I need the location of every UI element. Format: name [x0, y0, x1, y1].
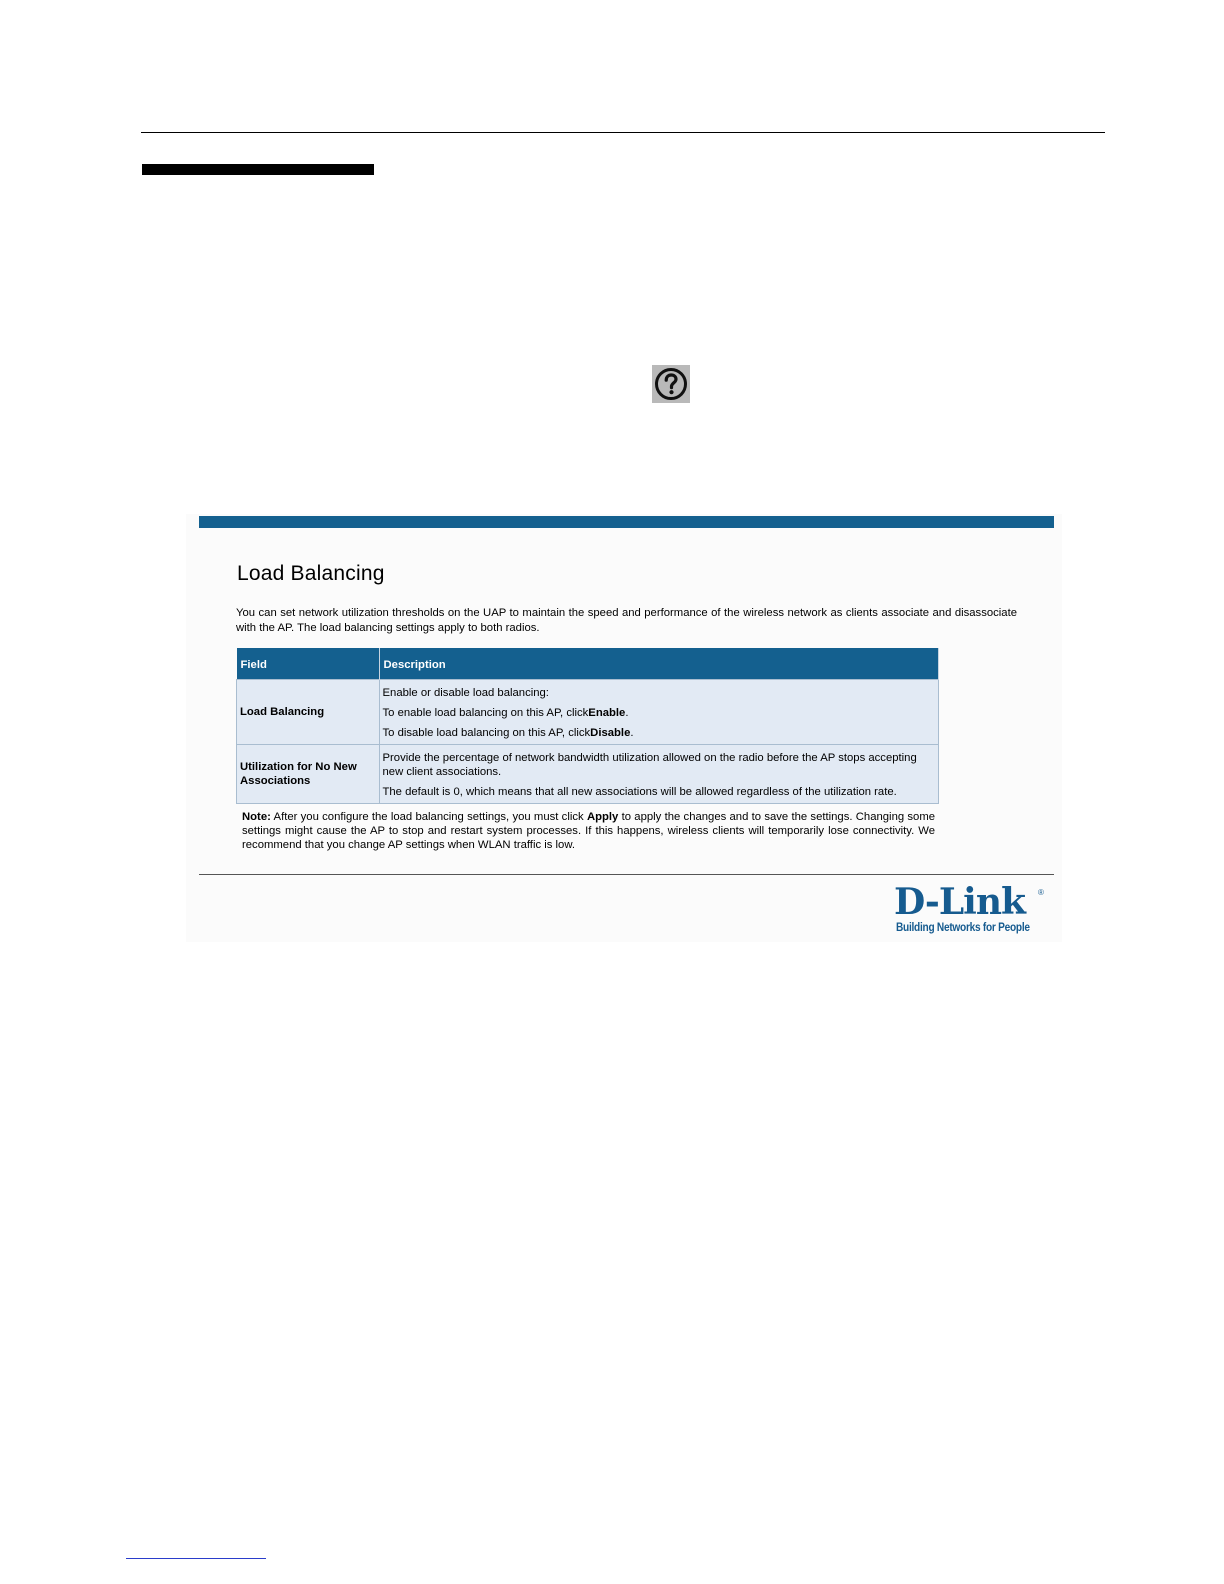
footer-link-underline[interactable]: [126, 1558, 266, 1559]
description-line: To enable load balancing on this AP, clickEnable.: [382, 707, 629, 719]
registered-mark: ®: [1038, 888, 1044, 897]
section-heading-bar: [142, 164, 374, 175]
description-cell: [379, 680, 939, 745]
field-description-table: [236, 648, 939, 804]
description-line: Enable or disable load balancing:: [382, 687, 549, 699]
description-line: The default is 0, which means that all new associations will be allowed regardless of the utilization rate.: [382, 786, 897, 798]
logo-tagline: Building Networks for People: [896, 922, 1030, 934]
column-header-description: Description: [379, 648, 939, 680]
screenshot-header-bar: [199, 516, 1054, 528]
field-cell: [237, 745, 380, 804]
page-top-rule: [141, 132, 1105, 133]
field-name: Load Balancing: [240, 706, 325, 718]
page-title: Load Balancing: [237, 562, 385, 585]
intro-text: You can set network utilization thresholds on the UAP to maintain the speed and performance of the wireless network as clients associate and disassociate with the AP. The load balancing settings apply to both radios.: [236, 607, 1017, 634]
description-cell: [379, 745, 939, 804]
table-header-row: [237, 648, 939, 680]
field-name: Utilization for No New Associations: [240, 761, 357, 787]
description-line: To disable load balancing on this AP, clickDisable.: [382, 727, 634, 739]
help-button[interactable]: [652, 365, 690, 403]
column-header-field: Field: [237, 648, 380, 680]
description-line: Provide the percentage of network bandwidth utilization allowed on the radio before the AP stops accepting new client associations.: [382, 752, 917, 778]
field-cell: [237, 680, 380, 745]
footer-divider: [199, 874, 1054, 875]
note-text: Note: After you configure the load balancing settings, you must click Apply to apply the changes and to save the settings. Changing some settings might cause the AP to stop and restart system processes. If this happens, wireless clients will temporarily lose connectivity. We recommend that you change AP settings when WLAN traffic is low.: [242, 811, 936, 851]
load-balancing-help-screenshot: [186, 514, 1062, 942]
table-row: [237, 745, 939, 804]
logo-wordmark: D-Link: [894, 881, 1025, 923]
dlink-logo: [894, 881, 1044, 936]
help-question-icon: [654, 367, 688, 401]
table-row: [237, 680, 939, 745]
